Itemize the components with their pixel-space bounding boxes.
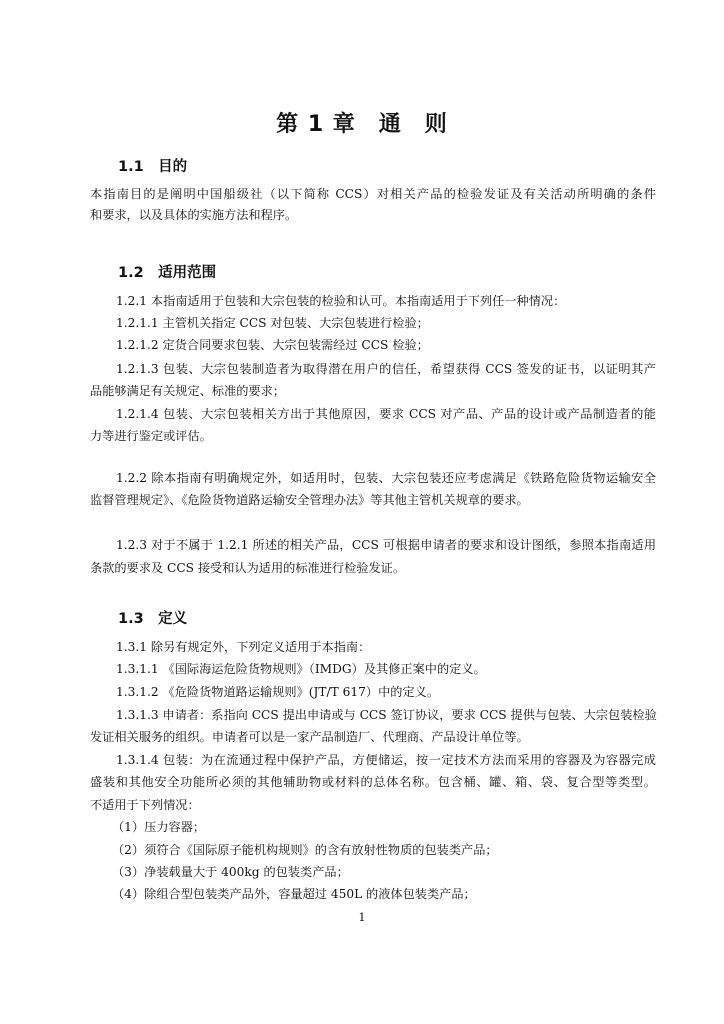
list-item: （1）压力容器； [112, 820, 206, 834]
page-number: 1 [358, 911, 366, 924]
list-item: （3）净装载量大于 400kg 的包装类产品； [112, 865, 349, 879]
clause-1-2-2: 1.2.2 除本指南有明确规定外，如适用时，包装、大宗包装还应考虑满足《铁路危险货物运输安全 [116, 471, 656, 485]
paragraph-line: 发证相关服务的组织。申请者可以是一家产品制造厂、代理商、产品设计单位等。 [90, 730, 529, 744]
clause-1-2-1-2: 1.2.1.2 定货合同要求包装、大宗包装需经过 CCS 检验； [116, 338, 429, 352]
section-heading-1-3: 1.3 定义 [118, 611, 188, 627]
clause-1-2-1-1: 1.2.1.1 主管机关指定 CCS 对包装、大宗包装进行检验； [116, 316, 429, 330]
clause-1-2-1-3: 1.2.1.3 包装、大宗包装制造者为取得潜在用户的信任，希望获得 CCS 签发的证书，以证明其产 [116, 362, 656, 376]
paragraph-line: 条款的要求及 CCS 接受和认为适用的标准进行检验发证。 [90, 561, 406, 575]
section-heading-1-2: 1.2 适用范围 [118, 265, 217, 281]
clause-1-2-1-4: 1.2.1.4 包装、大宗包装相关方出于其他原因，要求 CCS 对产品、产品的设计或产品制造者的能 [116, 407, 656, 421]
paragraph-line: 本指南目的是阐明中国船级社（以下简称 CCS）对相关产品的检验发证及有关活动所明确的条件 [90, 187, 656, 201]
clause-1-3-1-4: 1.3.1.4 包装：为在流通过程中保护产品，方便储运，按一定技术方法而采用的容器及为容器完成 [116, 753, 656, 767]
paragraph-line: 和要求，以及具体的实施方法和程序。 [90, 208, 298, 222]
paragraph-line: 不适用于下列情况： [90, 798, 200, 812]
paragraph-line: 盛装和其他安全功能所必须的其他辅助物或材料的总体名称。包含桶、罐、箱、袋、复合型等类型。 [90, 775, 656, 789]
clause-1-3-1-1: 1.3.1.1 《国际海运危险货物规则》（IMDG）及其修正案中的定义。 [116, 662, 486, 676]
section-heading-1-1: 1.1 目的 [118, 159, 188, 175]
paragraph-line: 品能够满足有关规定、标准的要求； [90, 384, 285, 398]
clause-1-3-1-2: 1.3.1.2 《危险货物道路运输规则》(JT/T 617）中的定义。 [116, 685, 440, 699]
list-item: （2）须符合《国际原子能机构规则》的含有放射性物质的包装类产品； [112, 843, 498, 857]
chapter-title: 第 1 章 通 则 [276, 112, 448, 137]
list-item: （4）除组合型包装类产品外，容量超过 450L 的液体包装类产品； [112, 887, 476, 901]
clause-1-3-1-3: 1.3.1.3 申请者：系指向 CCS 提出申请或与 CCS 签订协议，要求 CCS 提供与包装、大宗包装检验 [116, 708, 657, 722]
clause-1-3-1: 1.3.1 除另有规定外，下列定义适用于本指南： [116, 640, 371, 654]
clause-1-2-3: 1.2.3 对于不属于 1.2.1 所述的相关产品，CCS 可根据申请者的要求和设计图纸，参照本指南适用 [116, 538, 656, 552]
clause-1-2-1: 1.2.1 本指南适用于包装和大宗包装的检验和认可。本指南适用于下列任一种情况： [116, 294, 566, 308]
paragraph-line: 力等进行鉴定或评估。 [90, 429, 212, 443]
paragraph-line: 监督管理规定》、《危险货物道路运输安全管理办法》等其他主管机关规章的要求。 [90, 493, 529, 507]
